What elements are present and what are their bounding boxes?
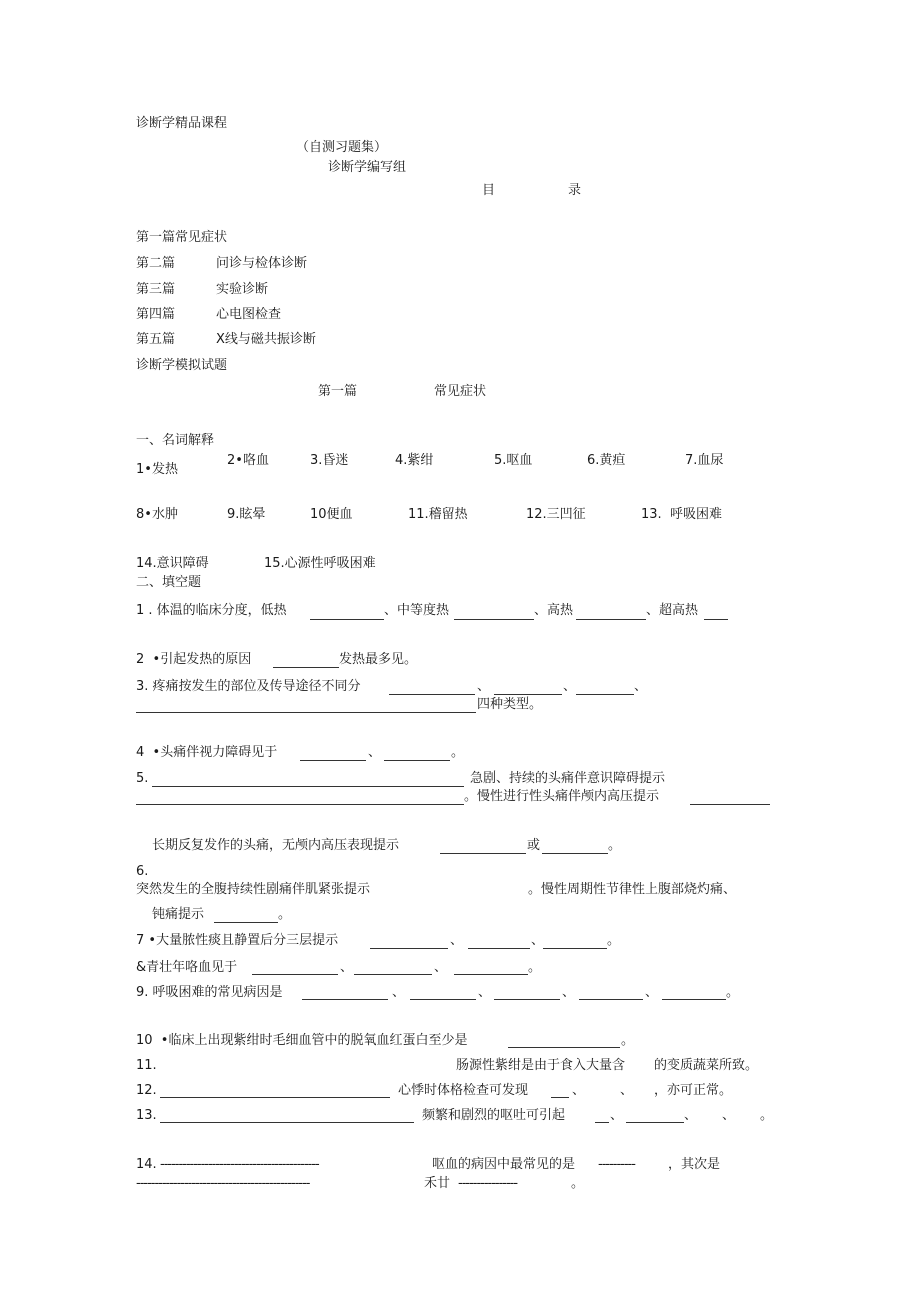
q7-sep-1: 、 (450, 933, 464, 948)
q9-sep-1: 、 (392, 985, 406, 1000)
q1-text-c: 、高热 (534, 603, 574, 618)
q1-blank-3[interactable] (576, 619, 646, 620)
q7-blank-2[interactable] (468, 948, 530, 949)
term-8: 8•水肿 (136, 507, 178, 522)
q2-text: 2 •引起发热的原因 (136, 652, 252, 667)
q8-blank-3[interactable] (454, 974, 528, 975)
toc-title-4: 心电图检查 (216, 307, 282, 322)
q12-blank-1[interactable] (160, 1097, 390, 1098)
q11-text-a: 肠源性紫绀是由于食入大量含 (456, 1058, 626, 1073)
q8-text: &青壮年咯血见于 (136, 960, 238, 975)
q5-blank-4[interactable] (440, 853, 526, 854)
toc-title-3: 实验诊断 (216, 282, 269, 297)
term-12: 12.三凹征 (526, 507, 586, 522)
toc-title-second: 录 (568, 183, 582, 198)
chapter-number: 第一篇 (318, 384, 358, 399)
q4-text: 4 •头痛伴视力障碍见于 (136, 745, 278, 760)
toc-part-3: 第三篇 (136, 282, 176, 297)
term-13: 13. 呼吸困难 (641, 507, 722, 522)
q9-text: 9. 呼吸困难的常见病因是 (136, 985, 283, 1000)
q5-num: 5. (136, 771, 149, 786)
q3-blank-1[interactable] (389, 694, 475, 695)
q9-blank-1[interactable] (302, 999, 388, 1000)
q13-text-a: 频繁和剧烈的呕吐可引起 (422, 1108, 566, 1123)
subtitle: （自测习题集） (296, 140, 388, 155)
chapter-title: 常见症状 (434, 384, 487, 399)
q8-blank-2[interactable] (354, 974, 432, 975)
q12-num: 12. (136, 1083, 157, 1098)
q3-sep-2: 、 (563, 679, 577, 694)
q10-end: 。 (621, 1033, 635, 1048)
toc-title-5: X线与磁共振诊断 (216, 332, 316, 347)
q1-blank-4[interactable] (704, 619, 728, 620)
q12-sep-1: 、 (572, 1083, 586, 1098)
q13-sep-2: 、 (684, 1108, 698, 1123)
q9-sep-2: 、 (478, 985, 492, 1000)
term-5: 5.呕血 (494, 453, 533, 468)
term-4: 4.紫绀 (395, 453, 434, 468)
q12-text-a: 心悸时体格检查可发现 (398, 1083, 529, 1098)
term-7: 7.血尿 (685, 453, 724, 468)
q13-sep-3: 、 (722, 1108, 736, 1123)
term-1: 1•发热 (136, 462, 178, 477)
q9-end: 。 (726, 985, 740, 1000)
term-10: 10便血 (310, 507, 353, 522)
q5-text-d: 或 (527, 838, 541, 853)
q5-blank-2[interactable] (136, 804, 464, 805)
q3-sep-1: 、 (477, 679, 491, 694)
q9-blank-2[interactable] (410, 999, 476, 1000)
q13-blank-1[interactable] (160, 1122, 414, 1123)
q5-text-e: 。 (608, 838, 622, 853)
q5-blank-5[interactable] (542, 853, 608, 854)
q14-text-a: 呕血的病因中最常见的是 (432, 1157, 576, 1172)
q8-sep-2: 、 (434, 960, 448, 975)
q2-blank-1[interactable] (273, 667, 339, 668)
q4-blank-2[interactable] (384, 760, 450, 761)
q5-text-c: 长期反复发作的头痛，无颅内高压表现提示 (152, 838, 400, 853)
q3-blank-3[interactable] (576, 694, 634, 695)
q5-text-b: 。慢性进行性头痛伴颅内高压提示 (464, 789, 660, 804)
q3-blank-2[interactable] (494, 694, 562, 695)
q2-text-b: 发热最多见。 (339, 652, 418, 667)
q14-num: 14. (136, 1157, 157, 1172)
q6-text-a: 突然发生的全腹持续性剧痛伴肌紧张提示 (136, 882, 371, 897)
q3-blank-4[interactable] (136, 712, 476, 713)
q5-text-a: 急剧、持续的头痛伴意识障碍提示 (470, 771, 666, 786)
q14-text-c: 禾廿 (424, 1176, 451, 1191)
q4-sep: 、 (368, 745, 382, 760)
q6-num: 6. (136, 864, 149, 879)
term-2: 2•咯血 (227, 453, 269, 468)
toc-part-6: 诊断学模拟试题 (136, 358, 228, 373)
term-6: 6.黄疸 (587, 453, 626, 468)
section2-heading: 二、填空题 (136, 575, 202, 590)
q9-blank-3[interactable] (494, 999, 560, 1000)
q6-text-c: 钝痛提示 (152, 907, 205, 922)
toc-title-2: 问诊与检体诊断 (216, 256, 308, 271)
toc-title-first: 目 (482, 183, 496, 198)
q6-text-b: 。慢性周期性节律性上腹部烧灼痛、 (528, 882, 737, 897)
q8-blank-1[interactable] (252, 974, 338, 975)
q4-end: 。 (451, 745, 465, 760)
q5-blank-3[interactable] (690, 804, 770, 805)
q1-text: 1 . 体温的临床分度，低热 (136, 603, 287, 618)
q9-sep-4: 、 (645, 985, 659, 1000)
q6-blank-1[interactable] (214, 922, 278, 923)
q14-dash-3[interactable]: ----------------------------------------------- (136, 1176, 310, 1191)
q13-blank-3[interactable] (626, 1122, 684, 1123)
toc-part-1: 第一篇常见症状 (136, 230, 228, 245)
q3-text: 3. 疼痛按发生的部位及传导途径不同分 (136, 679, 361, 694)
q1-blank-1[interactable] (310, 619, 384, 620)
term-9: 9.眩晕 (227, 507, 266, 522)
q9-blank-5[interactable] (662, 999, 726, 1000)
q7-sep-2: 、 (531, 933, 545, 948)
q6-text-d: 。 (278, 907, 292, 922)
q14-dash-1[interactable]: ------------------------------------------- (160, 1157, 319, 1172)
q11-text-b: 的变质蔬菜所致。 (654, 1058, 759, 1073)
toc-part-2: 第二篇 (136, 256, 176, 271)
q12-blank-2[interactable] (551, 1097, 569, 1098)
q1-blank-2[interactable] (454, 619, 534, 620)
q5-blank-1[interactable] (152, 786, 464, 787)
q7-text: 7 •大量脓性痰且静置后分三层提示 (136, 933, 339, 948)
q10-blank-1[interactable] (508, 1047, 620, 1048)
q10-text: 10 •临床上出现紫绀时毛细血管中的脱氧血红蛋白至少是 (136, 1033, 468, 1048)
q13-sep-1: 、 (610, 1108, 624, 1123)
q11-num: 11. (136, 1058, 157, 1073)
q7-end: 。 (607, 933, 621, 948)
q4-blank-1[interactable] (300, 760, 366, 761)
q9-sep-3: 、 (562, 985, 576, 1000)
q12-text-d: ，亦可正常。 (654, 1083, 733, 1098)
group-name: 诊断学编写组 (328, 160, 407, 175)
q14-text-b: ，其次是 (668, 1157, 721, 1172)
q14-end: 。 (571, 1176, 585, 1191)
term-3: 3.昏迷 (310, 453, 349, 468)
q3-text-e: 四种类型。 (477, 697, 543, 712)
q13-blank-2[interactable] (595, 1122, 609, 1123)
term-11: 11.稽留热 (408, 507, 468, 522)
q7-blank-1[interactable] (370, 948, 448, 949)
course-title: 诊断学精品课程 (136, 116, 228, 131)
toc-part-4: 第四篇 (136, 307, 176, 322)
q1-text-d: 、超高热 (646, 603, 699, 618)
term-15: 15.心源性呼吸困难 (264, 556, 376, 571)
q8-end: 。 (528, 960, 542, 975)
q8-sep-1: 、 (340, 960, 354, 975)
q3-sep-3: 、 (634, 679, 648, 694)
q14-dash-4[interactable]: ---------------- (458, 1176, 518, 1191)
q14-dash-2[interactable]: ---------- (598, 1157, 635, 1172)
q12-sep-2: 、 (620, 1083, 634, 1098)
q13-end: 。 (760, 1108, 774, 1123)
section1-heading: 一、名词解释 (136, 433, 215, 448)
q1-text-b: 、中等度热 (384, 603, 450, 618)
q9-blank-4[interactable] (579, 999, 643, 1000)
toc-part-5: 第五篇 (136, 332, 176, 347)
term-14: 14.意识障碍 (136, 556, 209, 571)
q13-num: 13. (136, 1108, 157, 1123)
q7-blank-3[interactable] (543, 948, 607, 949)
